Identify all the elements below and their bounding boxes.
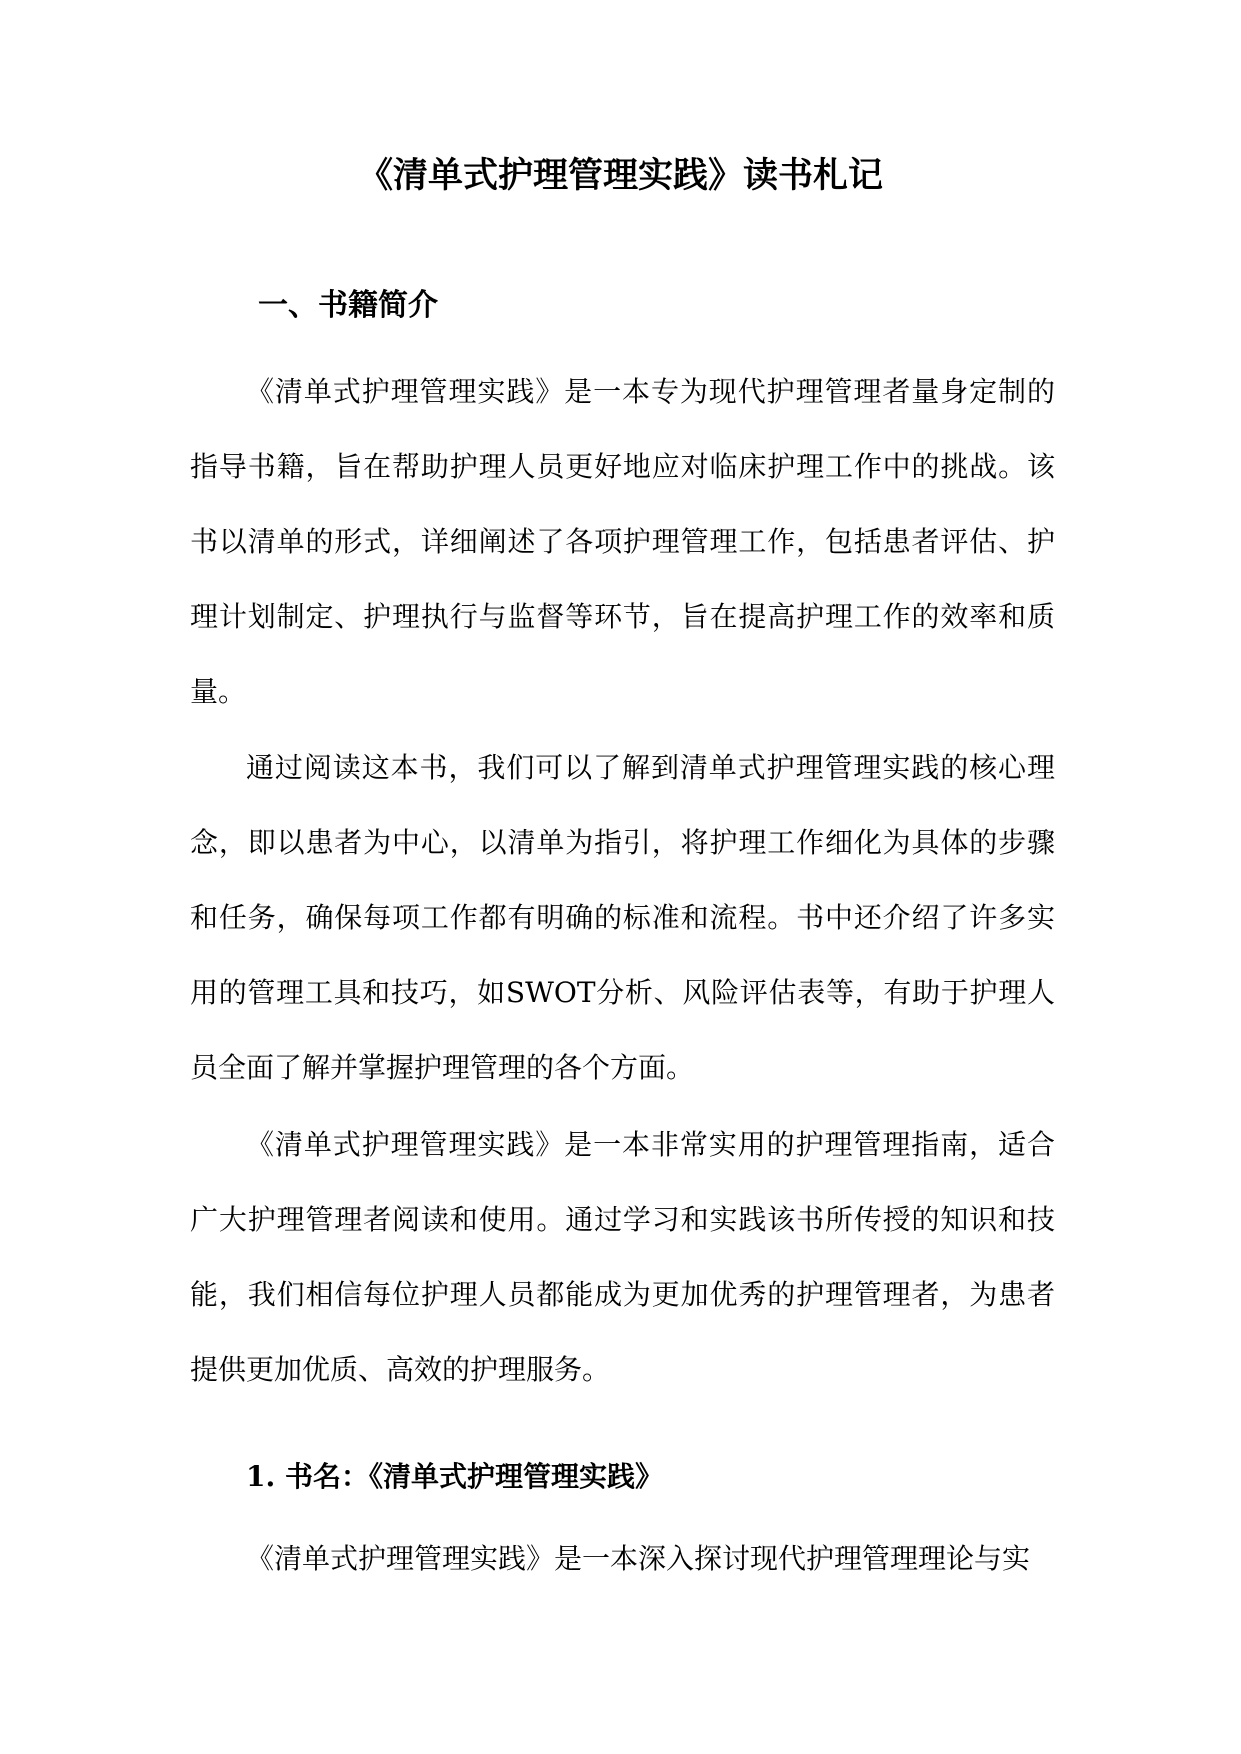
subsection-heading-book-name: 1. 书名：《清单式护理管理实践》 (246, 1460, 663, 1493)
page-title: 《清单式护理管理实践》读书札记 (357, 155, 883, 196)
paragraph-book-name: 《清单式护理管理实践》是一本深入探讨现代护理管理理论与实 (246, 1542, 1031, 1575)
paragraph-intro-3: 《清单式护理管理实践》是一本非常实用的护理管理指南，适合广大护理管理者阅读和使用。通过学习和实践该书所传授的知识和技能，我们相信每位护理人员都能成为更加优秀的护理管理者，为患者提供更加优质、高效的护理服务。 (190, 1128, 1055, 1386)
paragraph-intro-2: 通过阅读这本书，我们可以了解到清单式护理管理实践的核心理念，即以患者为中心，以清单为指引，将护理工作细化为具体的步骤和任务，确保每项工作都有明确的标准和流程。书中还介绍了许多实用的管理工具和技巧，如SWOT分析、风险评估表等，有助于护理人员全面了解并掌握护理管理的各个方面。 (190, 751, 1055, 1084)
paragraph-intro-1: 《清单式护理管理实践》是一本专为现代护理管理者量身定制的指导书籍，旨在帮助护理人员更好地应对临床护理工作中的挑战。该书以清单的形式，详细阐述了各项护理管理工作，包括患者评估、护理计划制定、护理执行与监督等环节，旨在提高护理工作的效率和质量。 (190, 375, 1055, 708)
section-heading-book-intro: 一、书籍简介 (258, 288, 438, 323)
